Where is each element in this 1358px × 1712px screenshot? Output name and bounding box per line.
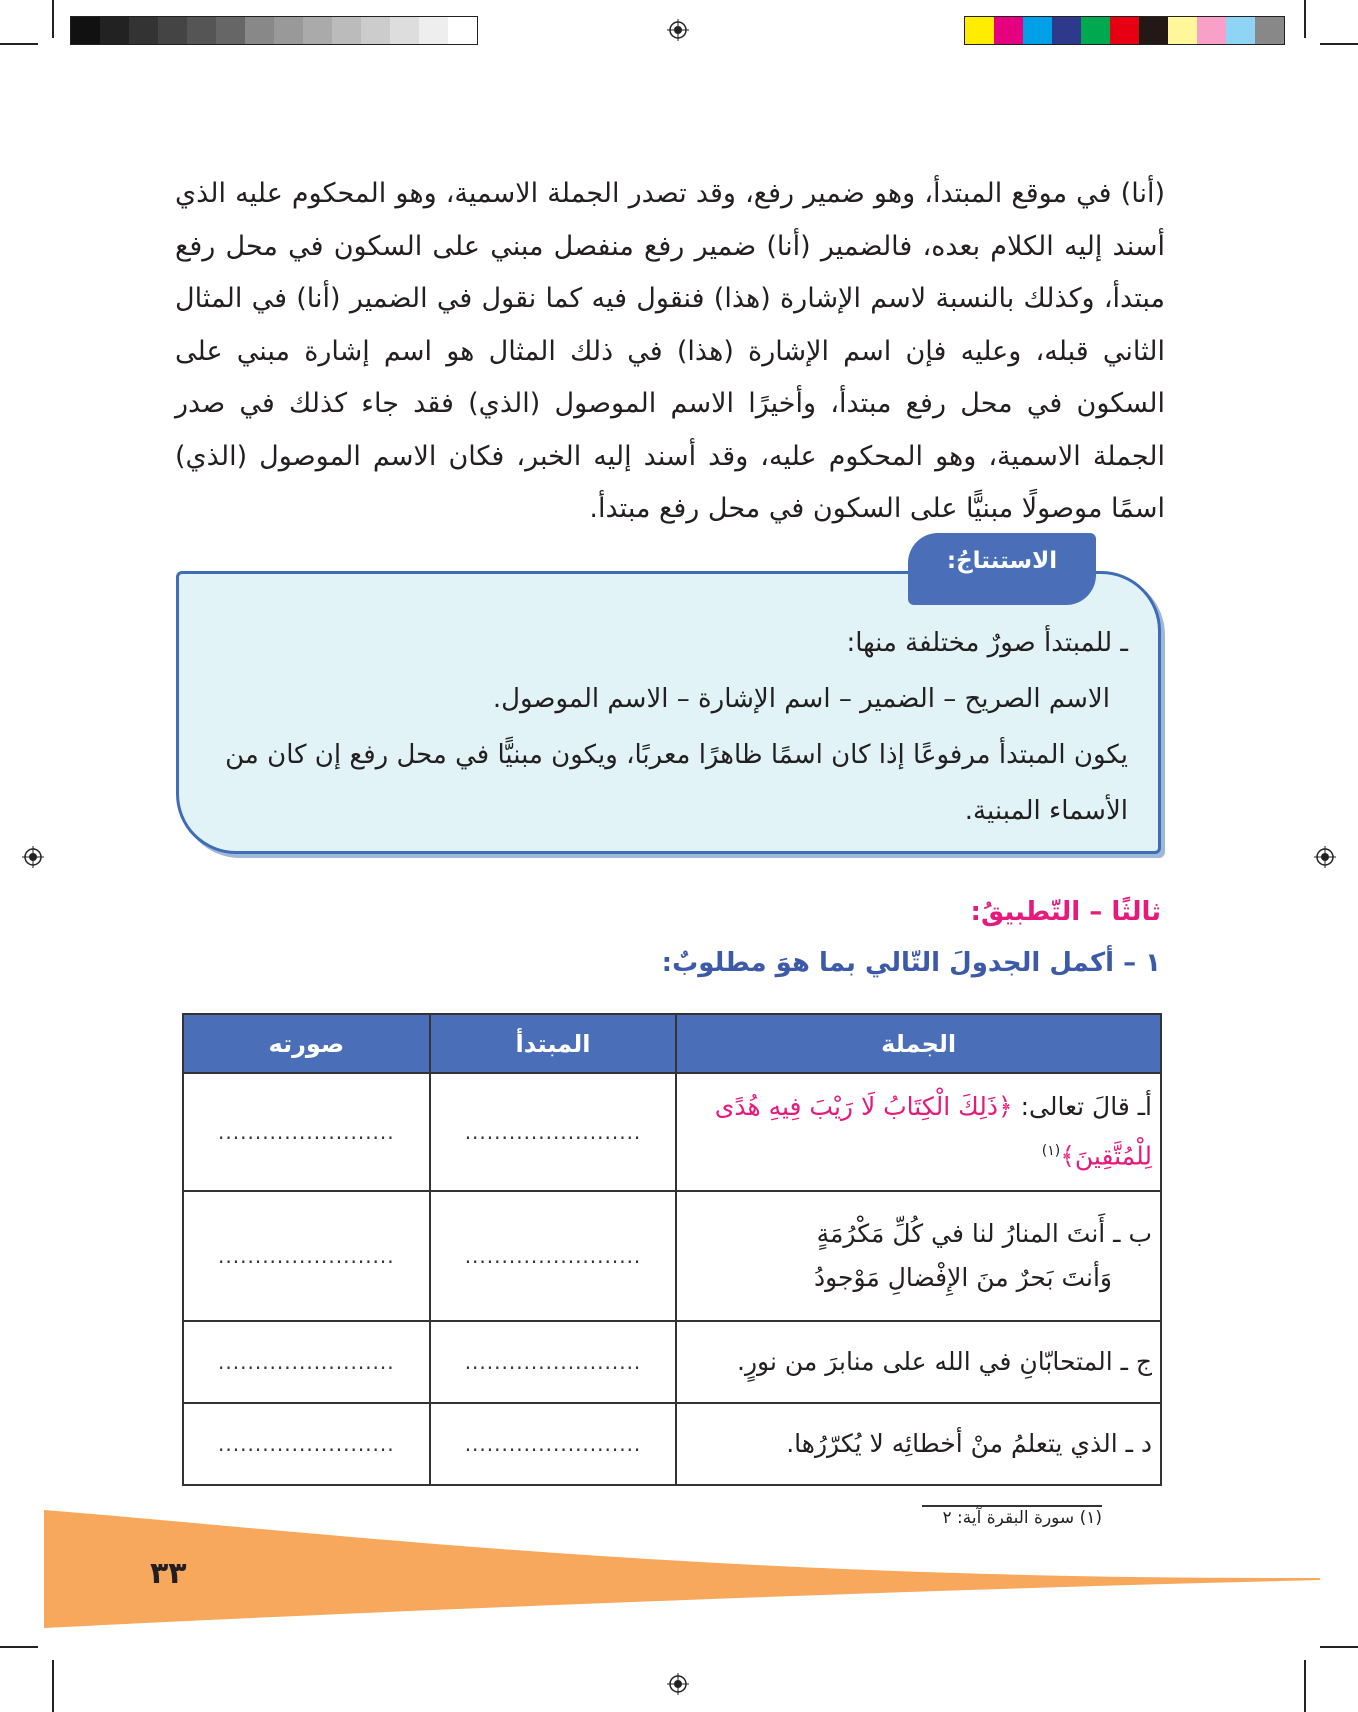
question-title: ١ – أكمل الجدولَ التّالي بما هوَ مطلوبٌ: [661, 948, 1161, 978]
table-row [183, 1073, 1161, 1191]
subject-blank[interactable]: ........................ [430, 1403, 677, 1485]
header-subject: المبتدأ [430, 1014, 677, 1073]
conclusion-line: ـ للمبتدأ صورٌ مختلفة منها: [846, 628, 1128, 658]
crop-mark [0, 1646, 38, 1648]
crop-mark [1304, 1660, 1306, 1712]
crop-mark [1320, 43, 1358, 45]
application-table [182, 1013, 1162, 1486]
page-number: ٣٣ [150, 1556, 187, 1591]
registration-mark-icon [667, 19, 689, 41]
form-blank[interactable]: ........................ [183, 1403, 430, 1485]
crop-mark [52, 0, 54, 38]
sentence-prefix: أـ قالَ تعالى: [1012, 1092, 1152, 1122]
crop-mark [1320, 1646, 1358, 1648]
sentence-cell [676, 1073, 1161, 1191]
subject-blank[interactable]: ........................ [430, 1191, 677, 1321]
form-blank[interactable]: ........................ [183, 1073, 430, 1191]
explanation-paragraph: (أنا) في موقع المبتدأ، وهو ضمير رفع، وقد تصدر الجملة الاسمية، وهو المحكوم عليه الذي أسند إليه الكلام بعده، فالضمير (أنا) ضمير رفع منفصل مبني على السكون في محل رفع مبتدأ، وكذلك بالنسبة لاسم الإشارة (هذا) فنقول فيه كما نقول في الضمير (أنا) في المثال الثاني قبله، وعليه فإن اسم الإشارة (هذا) في ذلك المثال هو اسم إشارة مبني على السكون في محل رفع مبتدأ، وأخيرًا الاسم الموصول (الذي) فقد جاء كذلك في صدر الجملة الاسمية، وهو المحكوم عليه، وقد أسند إليه الخبر، فكان الاسم الموصول (الذي) اسمًا موصولًا مبنيًّا على السكون في محل رفع مبتدأ. [175, 178, 1165, 524]
sentence-cell: د ـ الذي يتعلمُ منْ أخطائِه لا يُكرّرُها. [676, 1403, 1161, 1485]
sentence-cell: ج ـ المتحابّانِ في الله على منابرَ من نورٍ. [676, 1321, 1161, 1403]
subject-blank[interactable]: ........................ [430, 1073, 677, 1191]
footer-wave-decoration [0, 1500, 1358, 1630]
subject-blank[interactable]: ........................ [430, 1321, 677, 1403]
conclusion-line: الاسم الصريح – الضمير – اسم الإشارة – الاسم الموصول. [492, 684, 1110, 714]
registration-mark-icon [22, 846, 44, 868]
conclusion-title: الاستنتاجُ: [908, 533, 1096, 605]
crop-mark [0, 43, 38, 45]
header-sentence: الجملة [676, 1014, 1161, 1073]
table-row [183, 1321, 1161, 1403]
form-blank[interactable]: ........................ [183, 1321, 430, 1403]
table-row [183, 1191, 1161, 1321]
verse-line-2: وَأنتَ بَحرٌ منَ الإِفْضالِ مَوْجودُ [813, 1263, 1112, 1292]
footnote: (١) سورة البقرة آية: ٢ [942, 1508, 1102, 1528]
registration-mark-icon [1314, 846, 1336, 868]
section-title: ثالثًا – التّطبيقُ: [970, 897, 1161, 927]
conclusion-text [200, 615, 1128, 839]
sentence-cell [676, 1191, 1161, 1321]
footnote-divider [922, 1505, 1102, 1507]
header-form: صورته [183, 1014, 430, 1073]
grayscale-calibration-bar [70, 16, 478, 45]
conclusion-line: الأسماء المبنية. [964, 796, 1128, 826]
footnote-marker: (١) [1041, 1143, 1061, 1160]
color-calibration-bar [964, 16, 1285, 45]
form-blank[interactable]: ........................ [183, 1191, 430, 1321]
quran-verse: ﴿ذَلِكَ الْكِتَابُ لَا رَيْبَ فِيهِ هُدًى لِلْمُتَّقِينَ﴾ [714, 1092, 1152, 1171]
verse-line-1: ب ـ أَنتَ المنارُ لنا في كُلِّ مَكْرُمَةٍ [816, 1219, 1152, 1248]
registration-mark-icon [667, 1673, 689, 1695]
table-row [183, 1403, 1161, 1485]
table-header-row [183, 1014, 1161, 1073]
conclusion-line: يكون المبتدأ مرفوعًا إذا كان اسمًا ظاهرًا معربًا، ويكون مبنيًّا في محل رفع إن كان من [225, 740, 1128, 770]
crop-mark [1304, 0, 1306, 38]
crop-mark [52, 1660, 54, 1712]
